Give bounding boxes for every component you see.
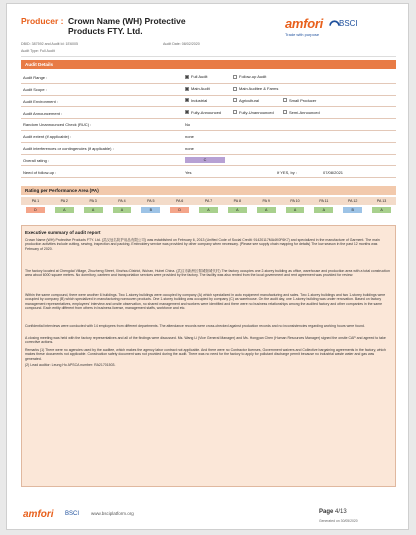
page-number — [319, 509, 347, 515]
page-value: 4/13 — [335, 509, 347, 515]
summary-paragraph: Confidential interviews were conducted with 14 employees from different departments. The attendance records were cross-checked against production records and no inconsistencies regarding working hours were found. — [25, 324, 365, 328]
summary-paragraph: The factory located at Chengdai Village, Zhuzheng Street, Xinzhou District, Wuhan, Hubei China. (武汉市新洲区邾城街城代村) The factory occupies one 2-storey building as office, warehouse and production area with a total construction area about 6000 square meters. No dormitory, canteen and transportation services were provided by the factory. The facility was also rented from the local government and rent agreement was provided for review. — [25, 269, 390, 278]
audit-option — [185, 98, 207, 103]
producer-name: Crown Name (WH) Protective Products FTY. Ltd. — [68, 16, 186, 36]
audit-option-label: Fully-Unannounced — [239, 109, 274, 115]
audit-row-value: none — [185, 145, 194, 151]
audit-row-value: No — [185, 122, 191, 128]
checkbox-icon — [283, 98, 287, 102]
pa-header: PA 12 — [348, 199, 358, 203]
summary-paragraph: (2) Lead auditor: Leung Ho APSCA number: RA21701503. — [25, 363, 116, 367]
audit-option — [283, 98, 316, 103]
audit-option-label: Semi-Announced — [289, 109, 320, 115]
pa-header: PA 3 — [89, 199, 97, 203]
audit-option — [283, 110, 320, 115]
meta-audit-date: Audit Date: 08/02/2020 — [163, 42, 200, 46]
logo-bsci: BSCI — [339, 19, 358, 28]
audit-option-label: Agricultural — [239, 97, 260, 103]
producer-label: Producer : — [21, 16, 64, 26]
audit-option-label: Industrial — [191, 97, 208, 103]
report-page — [6, 3, 409, 530]
rating-table — [21, 197, 396, 215]
follow-up-by-label: If YES, by : — [277, 169, 297, 175]
audit-row-label: Audit interferences or contingencies (if applicable) : — [23, 145, 114, 151]
pa-grade: A — [372, 207, 391, 214]
checked-checkbox-icon — [185, 110, 189, 114]
summary-title: Executive summary of audit report — [25, 230, 101, 235]
pa-grade: D — [170, 207, 189, 214]
summary-paragraph: A closing meeting was held with the factory representatives and all of the findings were discussed. Ms. Wang Li (Vice General Manager) and Ms. Hongyan Chen (Human Resources Manager) signed the onsite CAP and agreed to take corrective actions. — [25, 336, 386, 345]
pa-header: PA 8 — [233, 199, 241, 203]
audit-row — [21, 84, 396, 96]
checkbox-icon — [233, 75, 237, 79]
audit-option-label: Small Producer — [289, 97, 317, 103]
footer-logo — [23, 509, 83, 523]
checkbox-icon — [233, 110, 237, 114]
audit-option-label: Full Audit — [191, 74, 208, 80]
audit-row — [21, 119, 396, 131]
checkbox-icon — [283, 110, 287, 114]
summary-paragraph: Within the same compound, there were another 6 buildings. Two 1-storey buildings were occupied by company (A) which specialized in auto equipment manufacturing and sales. Two 1-storey buildings and two 1-storey buildings were occupied by company (B) which specialized in manufacturing nonwoven products. One 1-storey building was occupied by company (C) as warehouse. On the audit day, one 1-storey building was under renovation. Based on factory management representatives, employees' interview and onsite observation, no shared management and workers were identified and there were no business relationships among the audited factory and other companies in the same compound. Each entity different from others in business license, management staffs, workforce and etc. — [25, 293, 386, 311]
pa-grade: B — [343, 207, 362, 214]
amfori-logo — [281, 16, 391, 40]
audit-row — [21, 166, 396, 178]
page-label: Page — [319, 509, 334, 515]
audit-row — [21, 143, 396, 155]
audit-row-label: Random Unannounced Check (RUC) : — [23, 122, 92, 128]
pa-grade: A — [55, 207, 74, 214]
pa-grade: A — [257, 207, 276, 214]
pa-header: PA 10 — [290, 199, 300, 203]
pa-header: PA 4 — [118, 199, 126, 203]
meta-audit-type: Audit Type: Full Audit — [21, 49, 55, 53]
pa-header: PA 2 — [60, 199, 68, 203]
pa-grade: B — [141, 207, 160, 214]
audit-option — [233, 74, 266, 79]
rating-grade-row — [21, 205, 396, 215]
logo-tagline: Trade with purpose — [285, 32, 320, 37]
pa-header: PA 11 — [319, 199, 329, 203]
checkbox-icon — [233, 87, 237, 91]
checked-checkbox-icon — [185, 75, 189, 79]
audit-row-value: none — [185, 134, 194, 140]
audit-option — [185, 74, 207, 79]
pa-header: PA 9 — [262, 199, 270, 203]
audit-option — [185, 110, 221, 115]
audit-row — [21, 131, 396, 143]
pa-grade: A — [113, 207, 132, 214]
audit-row — [21, 96, 396, 108]
meta-dbid: DBID: 387592 and Audit Id: 1E6005 — [21, 42, 78, 46]
audit-row-label: Audit Scope : — [23, 86, 47, 92]
audit-details-table — [21, 72, 396, 178]
audit-row-label: Need of follow-up : — [23, 169, 57, 175]
executive-summary — [21, 225, 396, 487]
rating-header-row — [21, 197, 396, 205]
audit-option — [185, 86, 210, 91]
audit-row-label: Overall rating : — [23, 157, 50, 163]
summary-paragraph: Remarks (1) There were no agencies used by the auditee, which makes the agency labor contract not applicable. And there were no Contractor licenses, Government waivers and Collective bargaining agreements in the factory, which makes these documents not applicable. Construction safety document was not provided during the audit. There was no need for the factory to apply for pollutant discharge permit because no industrial waste water and gas was generated. — [25, 348, 386, 361]
rating-title: Rating per Performance Area (PA) — [21, 186, 396, 195]
pa-grade: A — [286, 207, 305, 214]
checked-checkbox-icon — [185, 98, 189, 102]
footer-logo-word: amfori — [23, 509, 54, 520]
audit-option — [233, 98, 259, 103]
logo-word: amfori — [285, 16, 323, 31]
pa-header: PA 1 — [31, 199, 40, 203]
audit-row-label: Audit Environment : — [23, 98, 58, 104]
pa-header: PA 7 — [204, 199, 213, 203]
audit-option-label: Follow-up Audit — [239, 74, 267, 80]
audit-details-title: Audit Details — [21, 60, 396, 69]
pa-header: PA 5 — [147, 199, 155, 203]
pa-header: PA 13 — [376, 199, 387, 203]
audit-row-label: Audit Range : — [23, 75, 48, 81]
audit-row-label: Audit extent (if applicable) : — [23, 134, 72, 140]
audit-row-value: Yes — [185, 169, 192, 175]
footer-url[interactable]: www.bsciplatform.org — [91, 511, 134, 516]
audit-row — [21, 107, 396, 119]
generated-date: Generated on 30/05/2020 — [319, 519, 358, 523]
pa-grade: A — [314, 207, 333, 214]
pa-header: PA 6 — [175, 199, 184, 203]
checked-checkbox-icon — [185, 87, 189, 91]
follow-up-by-date: 07/08/2021 — [323, 169, 344, 175]
audit-option-label: Fully-Announced — [191, 109, 222, 115]
summary-paragraph: Crown Name (WH) Protective Products FTY. Ltd. (武汉冠名防护用品有限公司) was established on February 6, 2013 (Unified Code of Social Credit: 91420117MA4K0F6K7) and specialized in the manufacture of Garment. The main production activities include cutting, sewing, inspection and packing. Embroidery service was provided by other company when necessary. (Please see supply chain mapping for details) The low season in the past 12 months was February of 2020. — [25, 238, 380, 251]
audit-option — [233, 110, 274, 115]
pa-grade: A — [84, 207, 103, 214]
pa-grade: A — [199, 207, 218, 214]
audit-option — [233, 86, 278, 91]
divider — [21, 56, 396, 57]
pa-grade: D — [26, 207, 45, 214]
overall-grade-badge: C — [185, 157, 225, 163]
audit-row — [21, 72, 396, 84]
audit-option-label: Main Auditee & Farms — [239, 86, 279, 92]
checkbox-icon — [233, 98, 237, 102]
footer-logo-bsci: BSCI — [65, 511, 80, 517]
audit-row-label: Audit Announcement : — [23, 110, 63, 116]
pa-grade: A — [228, 207, 247, 214]
audit-option-label: Main Audit — [191, 86, 210, 92]
audit-row — [21, 155, 396, 167]
